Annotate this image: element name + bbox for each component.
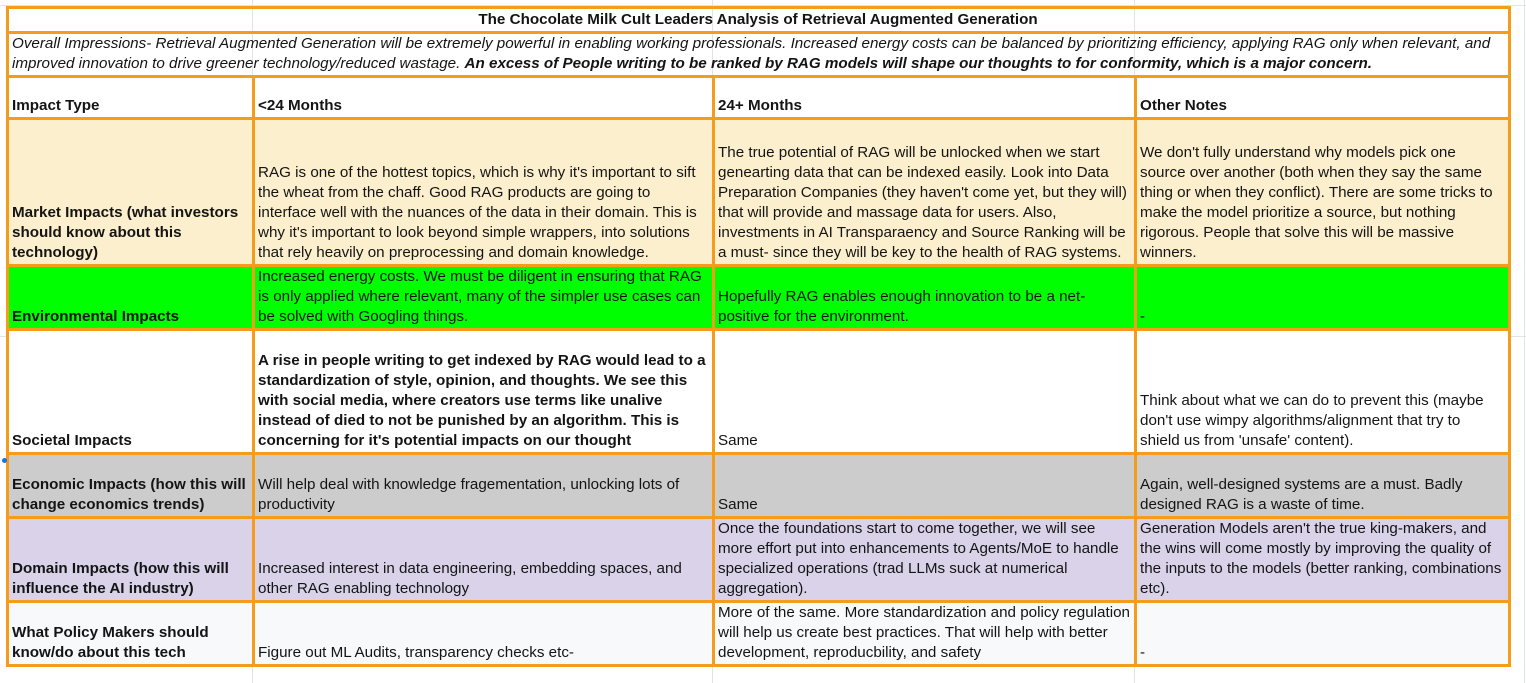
selection-handle[interactable] <box>2 458 7 463</box>
overall-concern-text: An excess of People writing to be ranked by RAG models will shape our thoughts to for conformity, which is a major concern. <box>464 55 1373 72</box>
cell-environmental-long[interactable]: Hopefully RAG enables enough innovation to be a net-positive for the environment. <box>714 266 1136 330</box>
header-long-term[interactable]: 24+ Months <box>714 77 1136 119</box>
row-label-market[interactable]: Market Impacts (what investors should know about this technology) <box>8 119 254 266</box>
overall-row <box>8 33 1510 77</box>
cell-policy-short[interactable]: Figure out ML Audits, transparency checks etc- <box>254 602 714 666</box>
row-label-domain[interactable]: Domain Impacts (how this will influence the AI industry) <box>8 518 254 602</box>
cell-societal-notes[interactable]: Think about what we can do to prevent this (maybe don't use wimpy algorithms/alignment that try to shield us from 'unsafe' content). <box>1136 330 1510 454</box>
gridline <box>1524 0 1525 683</box>
analysis-table <box>6 6 1511 667</box>
cell-policy-long[interactable]: More of the same. More standardization and policy regulation will help us create best practices. That will help with better development, reproducbility, and safety <box>714 602 1136 666</box>
overall-impressions-text: Overall Impressions- Retrieval Augmented Generation will be extremely powerful in enabling working professionals. Increased energy costs can be balanced by prioritizing efficiency, applying RAG only when relevant, and improved innovation to drive greener technology/reduced wastage. <box>12 35 1491 72</box>
cell-domain-long[interactable]: Once the foundations start to come together, we will see more effort put into enhancements to Agents/MoE to handle specialized operations (trad LLMs suck at numerical aggregation). <box>714 518 1136 602</box>
table-row-market <box>8 119 1510 266</box>
cell-environmental-notes[interactable]: - <box>1136 266 1510 330</box>
row-label-economic[interactable]: Economic Impacts (how this will change economics trends) <box>8 454 254 518</box>
cell-domain-short[interactable]: Increased interest in data engineering, embedding spaces, and other RAG enabling technology <box>254 518 714 602</box>
row-label-policy[interactable]: What Policy Makers should know/do about this tech <box>8 602 254 666</box>
cell-societal-long[interactable]: Same <box>714 330 1136 454</box>
row-label-societal[interactable]: Societal Impacts <box>8 330 254 454</box>
table-row-policy <box>8 602 1510 666</box>
header-other-notes[interactable]: Other Notes <box>1136 77 1510 119</box>
cell-societal-short[interactable]: A rise in people writing to get indexed by RAG would lead to a standardization of style, opinion, and thoughts. We see this with social media, where creators use terms like unalive instead of died to not be punished by an algorithm. This is concerning for it's potential impacts on our thought <box>254 330 714 454</box>
table-row-environmental <box>8 266 1510 330</box>
overall-impressions-cell[interactable] <box>8 33 1510 77</box>
table-row-domain <box>8 518 1510 602</box>
cell-market-long[interactable]: The true potential of RAG will be unlocked when we start genearting data that can be indexed easily. Look into Data Preparation Companies (they haven't come yet, but they will) that will provide and massage data for users. Also, investments in AI Transparaency and Source Ranking will be a must- since they will be key to the health of RAG systems. <box>714 119 1136 266</box>
header-impact-type[interactable]: Impact Type <box>8 77 254 119</box>
cell-policy-notes[interactable]: - <box>1136 602 1510 666</box>
header-short-term[interactable]: <24 Months <box>254 77 714 119</box>
cell-economic-short[interactable]: Will help deal with knowledge fragementation, unlocking lots of productivity <box>254 454 714 518</box>
cell-economic-notes[interactable]: Again, well-designed systems are a must. Badly designed RAG is a waste of time. <box>1136 454 1510 518</box>
cell-environmental-short[interactable]: Increased energy costs. We must be diligent in ensuring that RAG is only applied where relevant, many of the simpler use cases can be solved with Googling things. <box>254 266 714 330</box>
cell-market-short[interactable]: RAG is one of the hottest topics, which is why it's important to sift the wheat from the chaff. Good RAG products are going to interface well with the nuances of the data in their domain. This is why it's important to look beyond simple wrappers, into solutions that rely heavily on preprocessing and domain knowledge. <box>254 119 714 266</box>
cell-domain-notes[interactable]: Generation Models aren't the true king-makers, and the wins will come mostly by improving the quality of the inputs to the models (better ranking, combinations etc). <box>1136 518 1510 602</box>
sheet-title[interactable]: The Chocolate Milk Cult Leaders Analysis of Retrieval Augmented Generation <box>8 8 1510 33</box>
cell-market-notes[interactable]: We don't fully understand why models pick one source over another (both when they say the same thing or when they conflict). There are some tricks to make the model prioritize a source, but nothing rigorous. People that solve this will be massive winners. <box>1136 119 1510 266</box>
row-label-environmental[interactable]: Environmental Impacts <box>8 266 254 330</box>
table-row-societal <box>8 330 1510 454</box>
title-row <box>8 8 1510 33</box>
table-row-economic <box>8 454 1510 518</box>
cell-economic-long[interactable]: Same <box>714 454 1136 518</box>
header-row <box>8 77 1510 119</box>
